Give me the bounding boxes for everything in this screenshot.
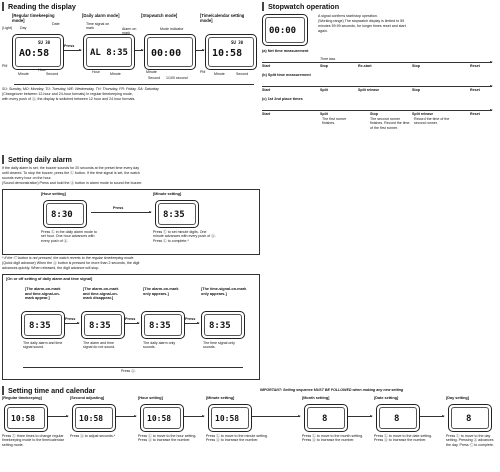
tc-watch-2 (72, 404, 116, 432)
onoff-press-a: Press Ⓐ. (121, 369, 136, 373)
stopwatch-watch (262, 14, 308, 46)
mode-regular-label: [Regular timekeeping mode] (12, 13, 55, 23)
watch-face (144, 314, 182, 336)
onoff-arrow-2 (125, 323, 139, 324)
format-note-2: with every push of Ⓐ, the display is switched between 12 hour and 24 hour formats. (2, 97, 136, 101)
sw-b-row (262, 81, 496, 95)
sw-b-title: (b) Split time measurement (262, 73, 311, 77)
alarm-cap-2: Press Ⓒ to set minute digits. One minute advances with every push of Ⓐ. Press Ⓛ to complete.* (153, 230, 216, 243)
sw-c-title: (c) 1st 2nd place times (262, 97, 303, 101)
lcd-time: AO:58 (19, 48, 50, 59)
tc-step-4: [Minute setting] (206, 396, 235, 400)
onoff-watch-3 (141, 311, 185, 339)
watch-regular (12, 34, 64, 70)
onoff-col-3: [The alarm-on-mark only appears.] (143, 287, 179, 296)
tc-cap-3: Press Ⓛ to move to the hour setting. Press Ⓐ to increase the number. (138, 434, 197, 443)
tc-step-3: [Hour setting] (138, 396, 163, 400)
sw-c-reset: Reset (470, 112, 480, 116)
lcd-tc-4: 10:58 (215, 414, 240, 423)
alarm-press: Press (113, 206, 124, 210)
second-label-sw: Second (148, 76, 161, 80)
tc-arrow-3 (184, 416, 204, 417)
alarm-p3: sounds every hour on the hour. (2, 176, 52, 180)
watch-setting (205, 34, 257, 70)
sw-b-stop: Stop (412, 88, 420, 92)
onoff-cap-3: The daily alarm only sounds. (143, 341, 176, 350)
sw-b-split: Split (320, 88, 328, 92)
press-c-1: Press (64, 44, 75, 48)
tc-cap-6: Press Ⓛ to move to the date setting. Press Ⓐ to increase the number. (374, 434, 433, 443)
lcd-onoff-1: 8:35 (29, 321, 51, 331)
arrow-1 (64, 50, 81, 51)
onoff-watch-1 (21, 311, 65, 339)
mode-stopwatch-label: [Stopwatch mode] (141, 13, 178, 18)
mode-setting-label: [Time/calendar setting mode] (200, 13, 245, 23)
alarm-note-3: advances quickly. When released, the digit advance will stop. (2, 266, 100, 270)
watch-face (208, 37, 254, 67)
watch-face (204, 314, 242, 336)
tc-arrow-6 (420, 416, 444, 417)
sw-b-reset: Reset (470, 88, 480, 92)
onoff-col-4: [The time-signal-on-mark only appears.] (201, 287, 247, 296)
alarm-cap-1: Press Ⓛ in the daily alarm mode to set hour. One hour advances with every push of Ⓐ. (41, 230, 97, 243)
watch-face (24, 314, 62, 336)
lcd-onoff-4: 8:35 (209, 321, 231, 331)
tc-arrow-5 (348, 416, 372, 417)
lcd-day-date: SU 30 (231, 40, 244, 45)
tc-watch-7 (448, 404, 492, 432)
section-stopwatch-title: Stopwatch operation (262, 2, 339, 11)
minute-label-alarm: Minute (110, 72, 121, 76)
tc-watch-1 (4, 404, 48, 432)
lcd-time: 10:58 (212, 48, 243, 59)
sw-a-stop2: Stop (412, 64, 420, 68)
tc-watch-4 (208, 404, 252, 432)
sw-b-arrow (262, 86, 492, 87)
alarm-box (2, 189, 260, 255)
sw-c-start: Start (262, 112, 271, 116)
light-label: (Light) (2, 26, 13, 30)
sw-a-start: Start (262, 64, 271, 68)
arrow-2 (135, 50, 143, 51)
lcd-tc-2: 10:58 (79, 414, 104, 423)
onoff-return-line (23, 367, 243, 368)
tc-cap-7: Press Ⓛ to move to the day setting. Pressing Ⓐ advances the day. Press Ⓒ to complete. (446, 434, 494, 447)
sw-b-start: Start (262, 88, 271, 92)
arrow-3 (196, 50, 204, 51)
watch-face (147, 37, 193, 67)
watch-face (307, 407, 345, 429)
sw-c-note-3: Record the time of the second runner. (414, 117, 450, 126)
sw-a-stop: Stop (320, 64, 328, 68)
lcd-stopwatch: 00:00 (269, 26, 297, 36)
sw-intro-1: A signal confirms start/stop operation. (318, 14, 378, 18)
return-line (14, 84, 254, 85)
alarm-note-1: * If the Ⓒ button is not pressed, the watch reverts to the regular timekeeping mode. (2, 256, 135, 260)
mode-indicator-label: Mode indicator (160, 27, 184, 31)
watch-face (7, 407, 45, 429)
tc-watch-5 (304, 404, 348, 432)
watch-face (75, 407, 113, 429)
alarm-p4: (Sound demonstration) Press and hold the Ⓐ button in alarm mode to sound the buzzer. (2, 181, 143, 185)
onoff-press-2: Press (125, 317, 136, 321)
section-alarm-title: Setting daily alarm (2, 155, 72, 164)
alarm-on-label: Alarm on (122, 27, 137, 31)
tc-step-1: [Regular timekeeping] (2, 396, 42, 400)
watch-face (379, 407, 417, 429)
section-reading-title: Reading the display (2, 2, 76, 11)
onoff-press-3: Press (185, 317, 196, 321)
lcd-alarm: AL 8:35 (90, 48, 128, 58)
onoff-col-1: [The alarm-on-mark and time-signal-on-mark appear.] (25, 287, 61, 301)
sw-c-note-2: The second runner finishes. Record the time of the first runner. (370, 117, 410, 130)
lcd-day-date: SU 30 (38, 40, 51, 45)
watch-face (86, 37, 132, 67)
sw-intro-3: minutes 59.99 seconds, for longer times reset and start (318, 24, 406, 28)
tc-cap-5: Press Ⓛ to move to the month setting. Press Ⓐ to increase the number. (302, 434, 364, 443)
tc-cap-2: Press Ⓐ to adjust seconds.* (70, 434, 116, 438)
tc-cap-4: Press Ⓛ to move to the minute setting. Press Ⓐ to increase the number. (206, 434, 268, 443)
watch-stopwatch (144, 34, 196, 70)
sw-a-restart: Re-start (358, 64, 372, 68)
watch-face (211, 407, 249, 429)
sw-a-timelass: Time lass (320, 57, 336, 61)
minute-label-setting: Minute (214, 72, 225, 76)
lcd-alarm-minute: 8:35 (163, 210, 185, 220)
timecal-important: IMPORTANT: Setting sequence MUST BE FOLLOWED when making any new setting (260, 388, 404, 392)
hundredth-label: 1/100 second (166, 76, 188, 80)
onoff-box (2, 274, 260, 380)
sw-intro-2: (Working range) The stopwatch display is limited to 59 (318, 19, 405, 23)
alarm-watch-hour (43, 200, 87, 228)
pm-label-2: PM (200, 70, 206, 74)
watch-face (158, 203, 196, 225)
second-label-left: Second (46, 72, 59, 76)
lcd-tc-7: 8 (466, 414, 472, 424)
onoff-col-2: [The alarm-on-mark and time-signal-on-mark disappear.] (83, 287, 119, 301)
minute-label: Minute (18, 72, 29, 76)
time-signal-label: Time signal on mark (86, 22, 110, 31)
sw-c-note-1: The first runner finishes. (322, 117, 347, 126)
onoff-watch-2 (81, 311, 125, 339)
lcd-stopwatch: 00:00 (151, 48, 182, 59)
sw-c-stop: Stop (370, 112, 378, 116)
tc-arrow-1 (48, 416, 68, 417)
format-note-1: (Changeover between 12-hour and 24-hour formats) In regular timekeeping mode, (2, 92, 133, 96)
onoff-arrow-1 (65, 323, 79, 324)
onoff-cap-4: The time signal only sounds. (203, 341, 235, 350)
sw-a-reset: Reset (470, 64, 480, 68)
lcd-tc-5: 8 (322, 414, 328, 424)
timecal-row (2, 396, 498, 470)
tc-step-5: [Month setting] (302, 396, 330, 400)
sw-b-release: Split release (358, 88, 380, 92)
sw-c-release: Split release (412, 112, 434, 116)
watch-face (143, 407, 181, 429)
section-timecal-title: Setting time and calendar (2, 386, 95, 395)
watch-face (84, 314, 122, 336)
tc-step-7: [Day setting] (446, 396, 469, 400)
onoff-cap-2: The alarm and time signal do not sound. (83, 341, 116, 350)
tc-step-6: [Date setting] (374, 396, 399, 400)
mode-alarm-label: [Daily alarm mode] (82, 13, 120, 18)
lcd-tc-3: 10:58 (147, 414, 172, 423)
hour-label-left: Hour (38, 68, 46, 72)
onoff-arrow-3 (185, 323, 199, 324)
tc-cap-1: Press Ⓒ three times to change regular timekeeping mode to the time/calendar setting mode. (2, 434, 64, 447)
sw-a-row (262, 57, 496, 71)
watch-alarm (83, 34, 135, 70)
tc-step-2: [Second adjusting] (70, 396, 105, 400)
day-abbrev-note: SU: Sunday, MO: Monday, TU: Tuesday, WE: Wednesday, TH: Thursday, FR: Friday, SA: Saturday (2, 87, 159, 91)
alarm-watch-minute (155, 200, 199, 228)
pm-label: PM (2, 64, 8, 68)
hour-setting-label: [Hour setting] (41, 192, 66, 196)
sw-a-arrow (262, 62, 492, 63)
alarm-p1: If the daily alarm is set, the buzzer sounds for 20 seconds at the preset time every day (2, 166, 140, 170)
sw-c-split: Split (320, 112, 328, 116)
lcd-tc-6: 8 (394, 414, 400, 424)
onoff-cap-1: The daily alarm and time signal sound. (23, 341, 63, 350)
sw-a-title: (a) Net time measurement (262, 49, 309, 53)
hour-label-alarm: Hour (92, 70, 100, 74)
day-label: Day (20, 26, 27, 30)
alarm-p2: until cleared. To stop the buzzer, press the Ⓛ button. If the time signal is set, the watch (2, 171, 140, 175)
tc-watch-3 (140, 404, 184, 432)
onoff-press-1: Press (65, 317, 76, 321)
alarm-note-2: (Quick digit advance) When the Ⓐ button is pressed for more than 2 seconds, the digit (2, 261, 140, 265)
tc-watch-6 (376, 404, 420, 432)
sw-intro-4: again. (318, 29, 328, 33)
tc-arrow-2 (116, 416, 136, 417)
onoff-watch-4 (201, 311, 245, 339)
watch-face (265, 17, 305, 43)
watch-face (451, 407, 489, 429)
date-label: Date (52, 22, 60, 26)
alarm-arrow (91, 212, 151, 213)
watch-face (15, 37, 61, 67)
lcd-alarm-hour: 8:30 (51, 210, 73, 220)
sw-c-row (262, 105, 496, 141)
onoff-title: [On or off setting of daily alarm and time signal] (6, 277, 93, 281)
tc-arrow-4 (252, 416, 300, 417)
minute-setting-label: [Minute setting] (153, 192, 182, 196)
watch-face (46, 203, 84, 225)
sw-c-arrow (262, 110, 492, 111)
second-label-setting: Second (236, 72, 249, 76)
lcd-onoff-3: 8:35 (149, 321, 171, 331)
lcd-onoff-2: 8:35 (89, 321, 111, 331)
minute-label-sw: Minute (146, 70, 157, 74)
lcd-tc-1: 10:58 (11, 414, 36, 423)
